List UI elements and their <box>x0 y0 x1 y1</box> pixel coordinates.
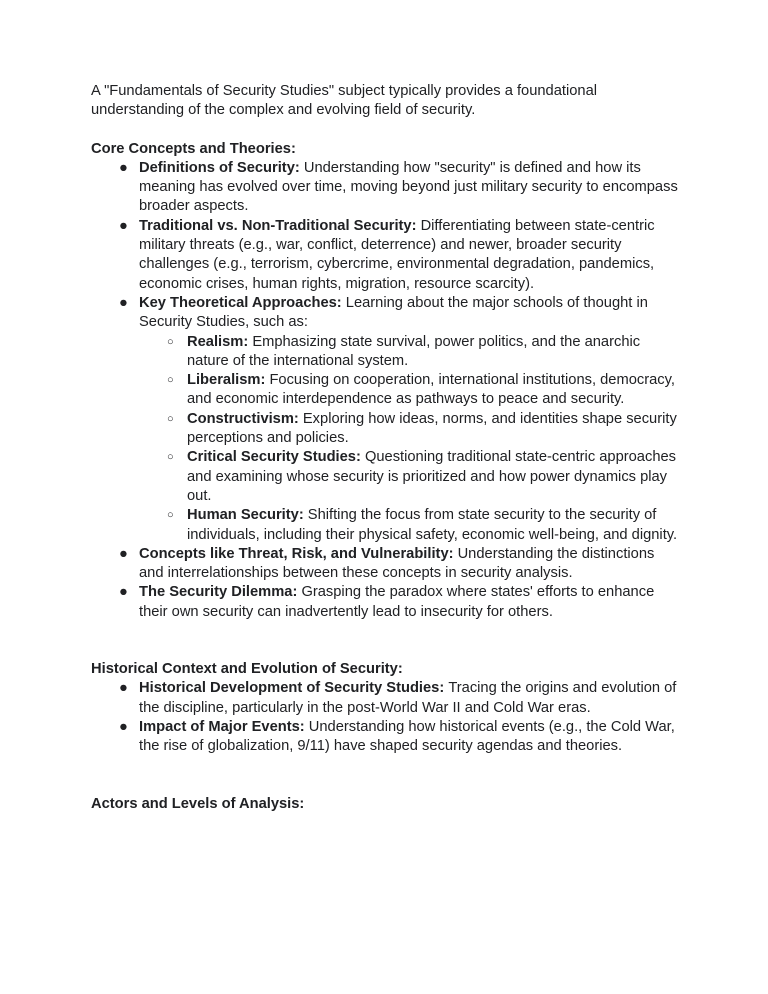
list-item-label: Impact of Major Events: <box>139 718 309 735</box>
section-heading-historical-context: Historical Context and Evolution of Security: <box>91 661 403 678</box>
sub-bullet-list-theoretical-approaches <box>139 333 678 545</box>
list-item-label: Definitions of Security: <box>139 159 304 176</box>
list-item-content <box>187 371 678 410</box>
list-item <box>91 294 678 545</box>
section-heading-core-concepts: Core Concepts and Theories: <box>91 140 296 157</box>
list-item <box>91 545 678 584</box>
bullet-marker-icon: ● <box>119 294 128 311</box>
sub-bullet-marker-icon: ○ <box>167 509 174 522</box>
list-item <box>91 679 678 718</box>
list-item <box>139 410 678 449</box>
bullet-marker-icon: ● <box>119 680 128 697</box>
list-item-text: Shifting the focus from state security to the security of individuals, including their physical safety, economic well-being, and dignity. <box>187 507 678 543</box>
list-item-label: Concepts like Threat, Risk, and Vulnerability: <box>139 545 458 562</box>
list-item-text: Grasping the paradox where states' efforts to enhance their own security can inadvertently lead to insecurity for others. <box>139 584 655 620</box>
list-item-content <box>139 545 678 584</box>
sub-bullet-marker-icon: ○ <box>167 335 174 348</box>
list-item-content <box>139 159 678 217</box>
bullet-list-core-concepts <box>91 159 678 622</box>
list-item-label: Key Theoretical Approaches: <box>139 294 346 311</box>
list-item-text: Understanding the distinctions and interrelationships between these concepts in security analysis. <box>139 545 655 582</box>
sub-bullet-marker-icon: ○ <box>167 374 174 387</box>
list-item-text: Questioning traditional state-centric approaches and examining whose security is prioritized and how power dynamics play out. <box>187 449 676 504</box>
list-item-content <box>187 506 678 545</box>
bullet-marker-icon: ● <box>119 217 128 234</box>
list-item-text: Understanding how "security" is defined and how its meaning has evolved over time, moving beyond just military security to encompass broader aspects. <box>139 159 678 215</box>
list-item-content <box>139 583 678 622</box>
sub-bullet-marker-icon: ○ <box>167 412 174 425</box>
list-item-label: Realism: <box>187 333 253 350</box>
bullet-marker-icon: ● <box>119 718 128 735</box>
list-item <box>139 371 678 410</box>
list-item-label: Historical Development of Security Studies: <box>139 680 449 697</box>
list-item-label: The Security Dilemma: <box>139 584 302 601</box>
list-item-label: Constructivism: <box>187 410 303 427</box>
list-item-text: Understanding how historical events (e.g., the Cold War, the rise of globalization, 9/11) have shaped security agendas and theories. <box>139 718 675 755</box>
list-item-label: Critical Security Studies: <box>187 449 365 466</box>
document-body <box>91 82 678 814</box>
bullet-list-historical-context <box>91 679 678 756</box>
list-item-label: Human Security: <box>187 507 308 524</box>
list-item-text: Learning about the major schools of thought in Security Studies, such as: <box>139 294 648 331</box>
list-item-content <box>139 294 678 333</box>
sub-bullet-marker-icon: ○ <box>167 451 174 464</box>
intro-paragraph: A "Fundamentals of Security Studies" subject typically provides a foundational understanding of the complex and evolving field of security. <box>91 83 598 119</box>
list-item-label: Liberalism: <box>187 372 270 389</box>
section-heading-actors-levels: Actors and Levels of Analysis: <box>91 795 305 812</box>
list-item-text: Focusing on cooperation, international institutions, democracy, and economic interdependence as pathways to peace and security. <box>187 372 675 408</box>
list-item <box>91 583 678 622</box>
bullet-marker-icon: ● <box>119 545 128 562</box>
list-item <box>91 718 678 757</box>
list-item <box>91 159 678 217</box>
bullet-marker-icon: ● <box>119 159 128 176</box>
list-item <box>139 506 678 545</box>
list-item-text: Exploring how ideas, norms, and identities shape security perceptions and policies. <box>187 410 677 447</box>
list-item <box>139 448 678 506</box>
list-item-label: Traditional vs. Non-Traditional Security: <box>139 217 421 234</box>
bullet-marker-icon: ● <box>119 584 128 601</box>
list-item-text: Tracing the origins and evolution of the discipline, particularly in the post-World War II and Cold War eras. <box>139 680 677 716</box>
list-item-content <box>139 718 678 757</box>
list-item-content <box>187 448 678 506</box>
list-item-content <box>139 217 678 294</box>
list-item-content <box>139 679 678 718</box>
list-item <box>91 217 678 294</box>
list-item-content <box>187 410 678 449</box>
list-item-text: Differentiating between state-centric military threats (e.g., war, conflict, deterrence) and newer, broader security challenges (e.g., terrorism, cybercrime, environmental degradation, pandemics, economic crises, human rights, migration, resource scarcity). <box>139 217 655 292</box>
list-item <box>139 333 678 372</box>
list-item-text: Emphasizing state survival, power politics, and the anarchic nature of the international system. <box>187 333 641 369</box>
list-item-content <box>187 333 678 372</box>
